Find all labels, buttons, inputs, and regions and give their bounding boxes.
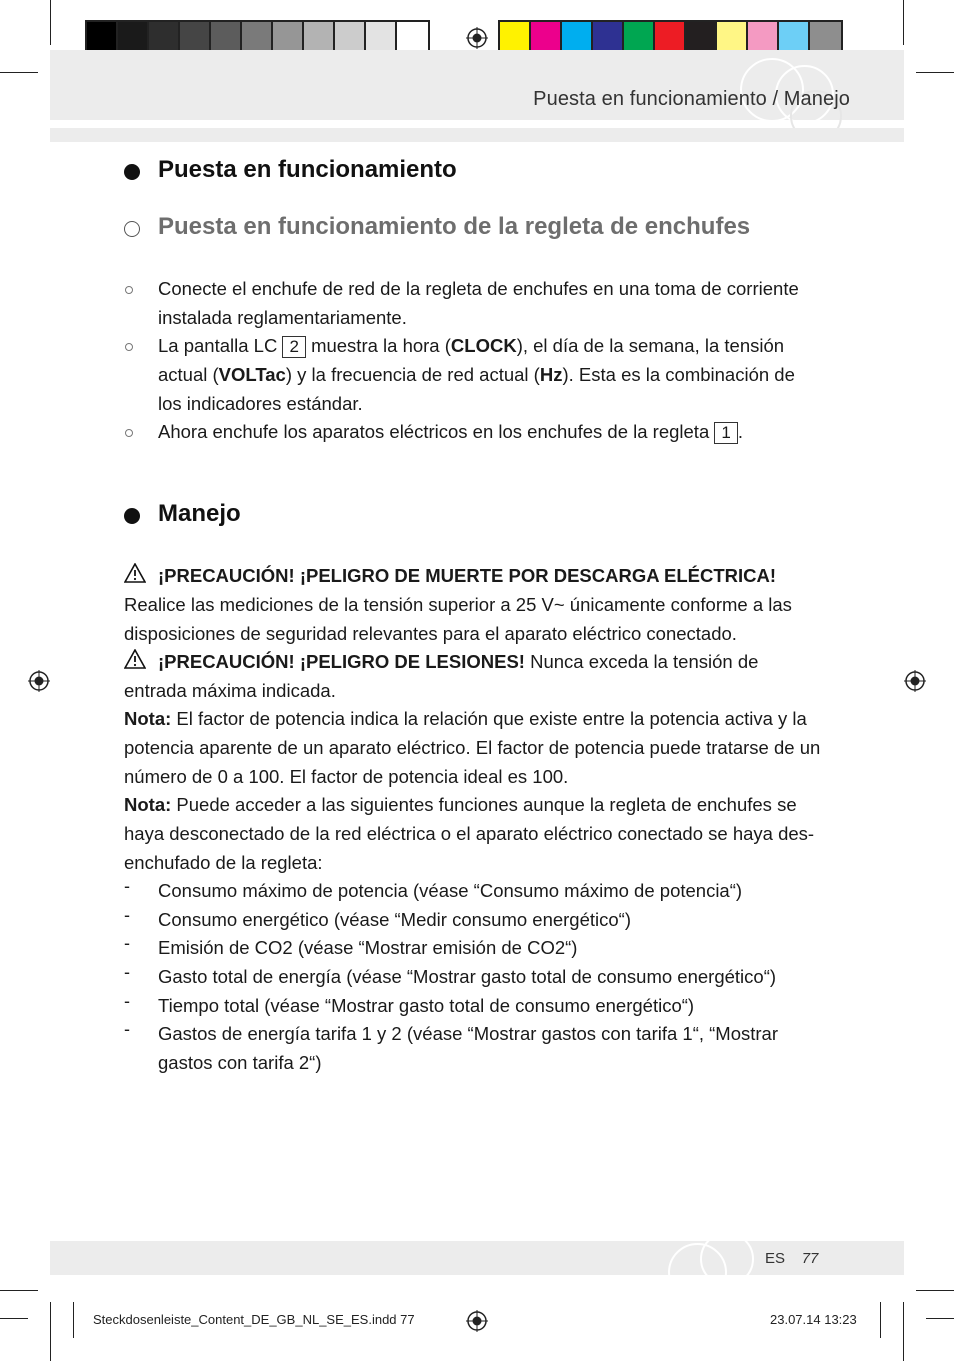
section-title: Puesta en funcionamiento	[158, 156, 457, 183]
reference-number: 1	[714, 422, 737, 444]
decorative-circle	[700, 1232, 754, 1286]
list-item: Consumo energético (véase “Medir consumo energético“)	[158, 909, 631, 930]
crop-mark	[880, 1302, 881, 1338]
note-label: Nota:	[124, 708, 172, 729]
list-dash: -	[124, 1019, 130, 1039]
language-code: ES	[765, 1250, 786, 1267]
list-dash: -	[124, 905, 130, 925]
list-item: La pantalla LC 2 muestra la hora (CLOCK), el día de la semana, la tensión actual (VOLTac) y la frecuencia de red actual (Hz). Esta es la combinación de los indicadores estándar.	[158, 335, 795, 414]
list-item: Consumo máximo de potencia (véase “Consumo máximo de potencia“)	[158, 880, 743, 901]
list-bullet-icon	[125, 286, 133, 294]
list-item: Emisión de CO2 (véase “Mostrar emisión de CO2“)	[158, 937, 578, 958]
subsection-bullet-icon	[124, 221, 140, 237]
list-bullet-icon	[125, 429, 133, 437]
crop-mark	[916, 72, 954, 73]
warning-title: ¡PRECAUCIÓN! ¡PELIGRO DE MUERTE POR DESCARGA ELÉCTRICA!	[158, 565, 777, 586]
list-bullet-icon	[125, 343, 133, 351]
date-slug: 23.07.14 13:23	[770, 1312, 857, 1327]
crop-mark	[50, 0, 51, 45]
registration-mark-icon	[28, 670, 50, 692]
list-dash: -	[124, 876, 130, 896]
warning-paragraph: ¡PRECAUCIÓN! ¡PELIGRO DE MUERTE POR DESCARGA ELÉCTRICA! Realice las mediciones de la tensión superior a 25 V~ únicamente conforme a las disposiciones de seguridad relevantes para el aparato eléctrico conectado.	[124, 565, 792, 644]
list-item: Gastos de energía tarifa 1 y 2 (véase “Mostrar gastos con tarifa 1“, “Mostrar gastos con tarifa 2“)	[158, 1023, 779, 1073]
list-dash: -	[124, 933, 130, 953]
registration-mark-icon	[466, 1310, 488, 1332]
section-title: Manejo	[158, 500, 241, 527]
crop-mark	[916, 1290, 954, 1291]
registration-mark-icon	[904, 670, 926, 692]
crop-mark	[0, 1290, 38, 1291]
header-strip	[50, 128, 904, 142]
warning-paragraph: ¡PRECAUCIÓN! ¡PELIGRO DE LESIONES! Nunca exceda la tensión de entrada máxima indicada.	[124, 651, 759, 701]
page-number-value: 77	[801, 1250, 819, 1267]
note-paragraph: Nota: Puede acceder a las siguientes funciones aunque la regleta de enchufes se haya desconectado de la red eléctrica o el aparato eléctrico conectado se haya des- enchufado de la regleta:	[124, 794, 815, 873]
warning-title: ¡PRECAUCIÓN! ¡PELIGRO DE LESIONES!	[158, 651, 525, 672]
file-slug: Steckdosenleiste_Content_DE_GB_NL_SE_ES.indd 77	[93, 1312, 415, 1327]
list-dash: -	[124, 962, 130, 982]
section-bullet-icon	[124, 508, 140, 524]
subsection-title: Puesta en funcionamiento de la regleta de enchufes	[158, 213, 751, 240]
note-label: Nota:	[124, 794, 172, 815]
section-bullet-icon	[124, 164, 140, 180]
list-item: Ahora enchufe los aparatos eléctricos en los enchufes de la regleta 1 .	[158, 421, 743, 442]
note-paragraph: Nota: El factor de potencia indica la relación que existe entre la potencia activa y la potencia aparente de un aparato eléctrico. El factor de potencia puede tratarse de un número de 0 a 100. El factor de potencia ideal es 100.	[124, 708, 821, 787]
running-title: Puesta en funcionamiento / Manejo	[533, 88, 850, 110]
crop-mark	[50, 1302, 51, 1361]
list-dash: -	[124, 991, 130, 1011]
crop-mark	[903, 1302, 904, 1361]
list-item: Gasto total de energía (véase “Mostrar gasto total de consumo energético“)	[158, 966, 777, 987]
list-item: Tiempo total (véase “Mostrar gasto total de consumo energético“)	[158, 995, 695, 1016]
crop-mark	[0, 1318, 28, 1319]
list-item: Conecte el enchufe de red de la regleta de enchufes en una toma de corriente instalada reglamentariamente.	[158, 278, 799, 328]
crop-mark	[926, 1318, 954, 1319]
crop-mark	[0, 72, 38, 73]
page-number	[765, 1250, 818, 1267]
crop-mark	[73, 1302, 74, 1338]
registration-mark-icon	[466, 27, 488, 49]
reference-number: 2	[282, 336, 305, 358]
crop-mark	[903, 0, 904, 45]
